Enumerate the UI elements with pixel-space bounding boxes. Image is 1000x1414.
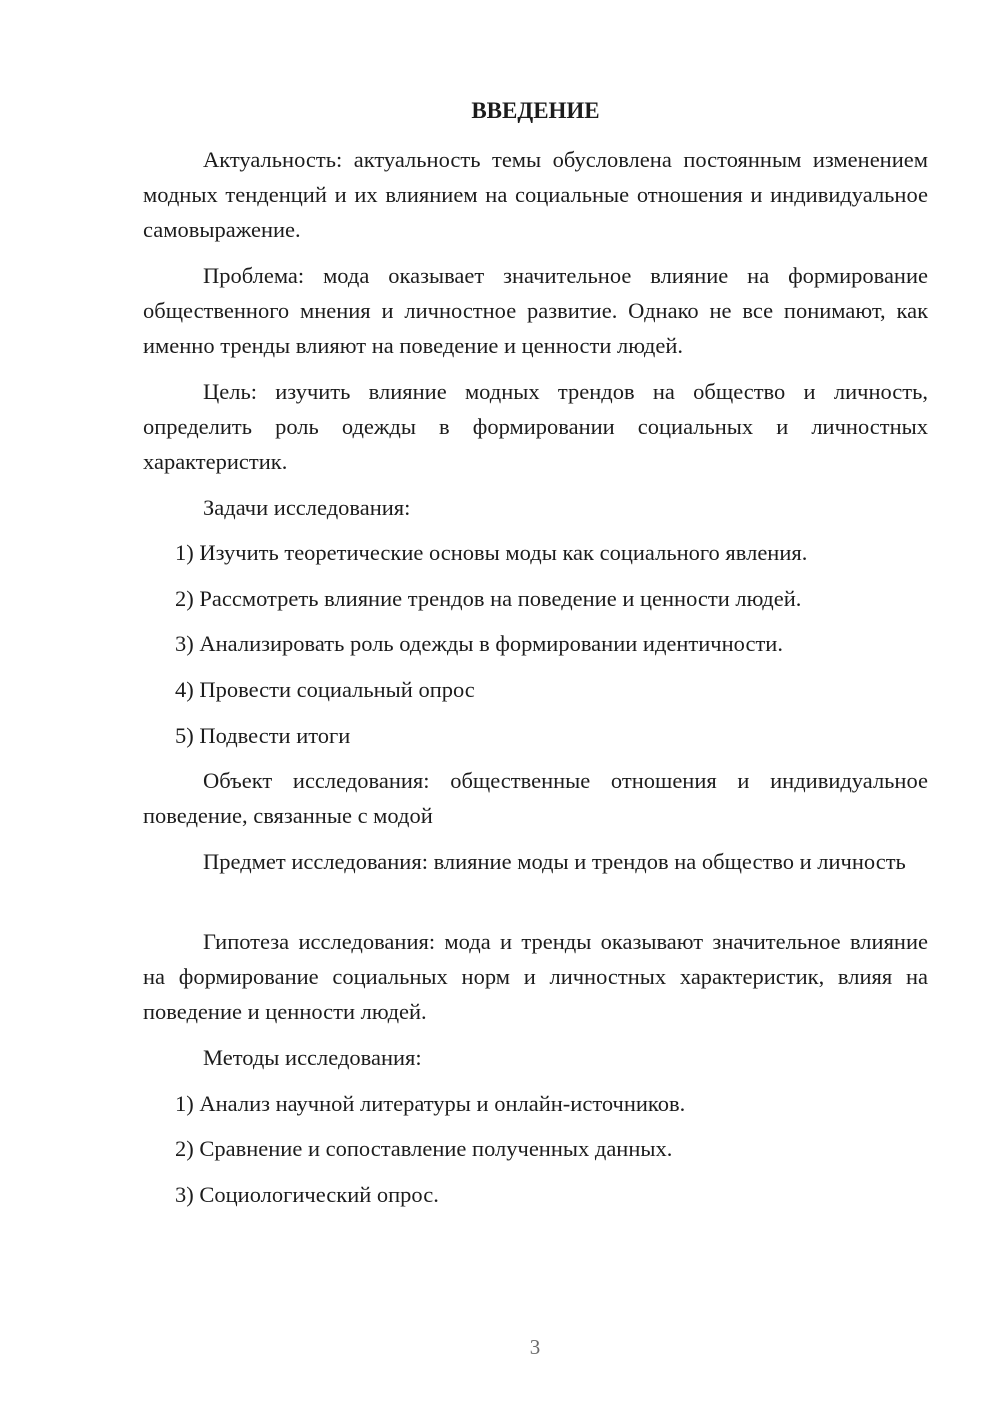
paragraph-hypothesis: Гипотеза исследования: мода и тренды оказывают значительное влияние на формирование социальных норм и личностных характеристик, влияя на поведение и ценности людей. [143,929,928,1024]
task-item-4: 4) Провести социальный опрос [175,677,475,702]
task-item-3: 3) Анализировать роль одежды в формировании идентичности. [175,631,783,656]
methods-heading: Методы исследования: [203,1045,422,1070]
paragraph-goal: Цель: изучить влияние модных трендов на общество и личность, определить роль одежды в формировании социальных и личностных характеристик. [143,379,928,474]
task-item-5: 5) Подвести итоги [175,723,351,748]
method-item-1: 1) Анализ научной литературы и онлайн-источников. [175,1091,686,1116]
paragraph-subject: Предмет исследования: влияние моды и трендов на общество и личность [203,849,906,874]
page-title: ВВЕДЕНИЕ [471,98,600,123]
paragraph-relevance: Актуальность: актуальность темы обусловлена постоянным изменением модных тенденций и их влиянием на социальные отношения и индивидуальное самовыражение. [143,147,928,242]
paragraph-problem: Проблема: мода оказывает значительное влияние на формирование общественного мнения и личностное развитие. Однако не все понимают, как именно тренды влияют на поведение и ценности людей. [143,263,928,358]
paragraph-object: Объект исследования: общественные отношения и индивидуальное поведение, связанные с модой [143,768,928,828]
method-item-2: 2) Сравнение и сопоставление полученных данных. [175,1136,673,1161]
method-item-3: 3) Социологический опрос. [175,1182,439,1207]
tasks-heading: Задачи исследования: [203,495,411,520]
task-item-2: 2) Рассмотреть влияние трендов на поведение и ценности людей. [175,586,802,611]
task-item-1: 1) Изучить теоретические основы моды как социального явления. [175,540,808,565]
page-number: 3 [529,1335,541,1359]
